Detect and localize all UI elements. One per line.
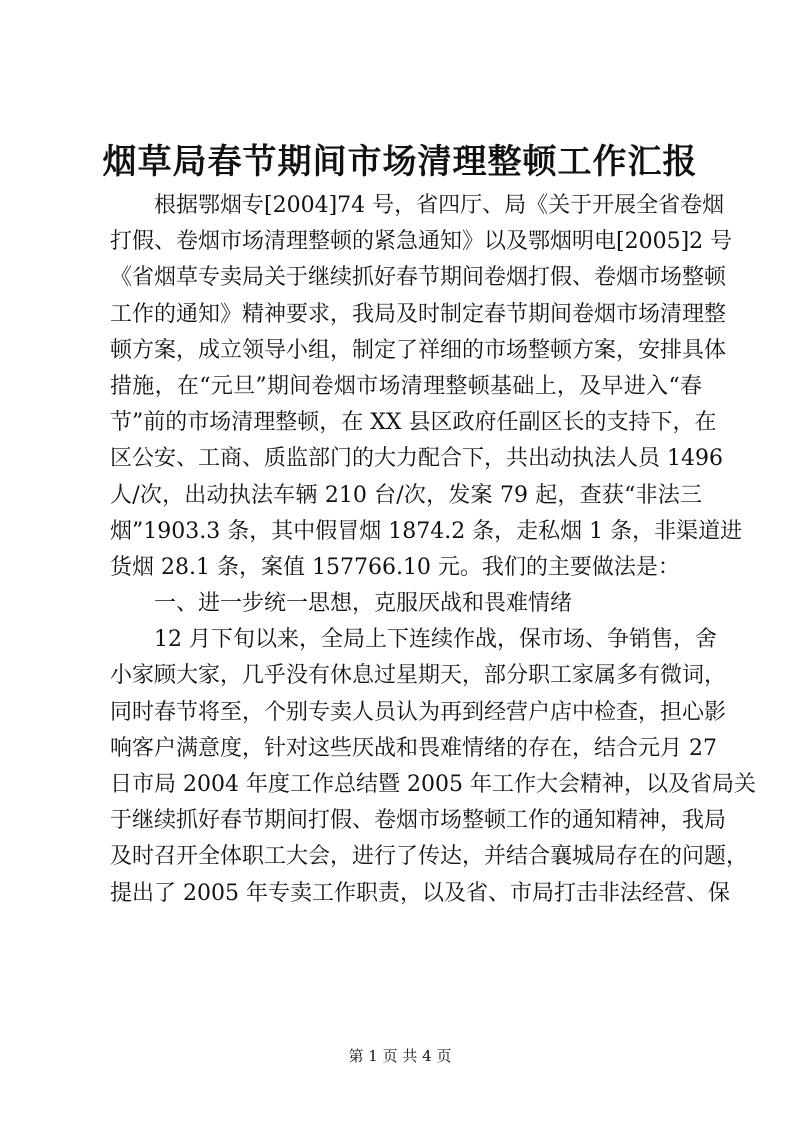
body-line: 《省烟草专卖局关于继续抓好春节期间卷烟打假、卷烟市场整顿 xyxy=(110,265,727,291)
body-line: 货烟 28.1 条，案值 157766.10 元。我们的主要做法是： xyxy=(110,554,680,580)
section-heading: 一、进一步统一思想，克服厌战和畏难情绪 xyxy=(154,591,573,617)
document-title: 烟草局春节期间市场清理整顿工作汇报 xyxy=(102,142,698,182)
body-line: 提出了 2005 年专卖工作职责，以及省、市局打击非法经营、保 xyxy=(110,880,730,906)
body-line: 打假、卷烟市场清理整顿的紧急通知》以及鄂烟明电[2005]2 号 xyxy=(110,229,733,255)
body-line: 于继续抓好春节期间打假、卷烟市场整顿工作的通知精神，我局 xyxy=(110,808,727,834)
document-body xyxy=(110,188,756,912)
body-line: 烟”1903.3 条，其中假冒烟 1874.2 条，走私烟 1 条，非渠道进 xyxy=(110,518,743,544)
body-line: 同时春节将至，个别专卖人员认为再到经营户店中检查，担心影 xyxy=(110,699,727,725)
body-line: 12 月下旬以来，全局上下连续作战，保市场、争销售，舍 xyxy=(154,627,717,653)
body-line: 节”前的市场清理整顿，在 XX 县区政府任副区长的支持下，在 xyxy=(110,410,717,436)
body-line: 响客户满意度，针对这些厌战和畏难情绪的存在，结合元月 27 xyxy=(110,735,717,761)
body-line: 小家顾大家，几乎没有休息过星期天，部分职工家属多有微词， xyxy=(110,663,727,689)
body-line: 日市局 2004 年度工作总结暨 2005 年工作大会精神，以及省局关 xyxy=(110,772,756,797)
body-line: 顿方案，成立领导小组，制定了祥细的市场整顿方案，安排具体 xyxy=(110,337,727,363)
body-line: 工作的通知》精神要求，我局及时制定春节期间卷烟市场清理整 xyxy=(110,301,727,327)
body-line: 根据鄂烟专[2004]74 号，省四厅、局《关于开展全省卷烟 xyxy=(154,193,725,218)
body-line: 区公安、工商、质监部门的大力配合下，共出动执法人员 1496 xyxy=(110,446,723,472)
body-line: 人/次，出动执法车辆 210 台/次，发案 79 起，查获“非法三 xyxy=(110,482,702,508)
body-line: 及时召开全体职工大会，进行了传达，并结合襄城局存在的问题， xyxy=(110,844,749,870)
page-footer: 第 1 页 共 4 页 xyxy=(348,1047,452,1065)
body-line: 措施，在“元旦”期间卷烟市场清理整顿基础上，及早进入“春 xyxy=(110,373,702,399)
